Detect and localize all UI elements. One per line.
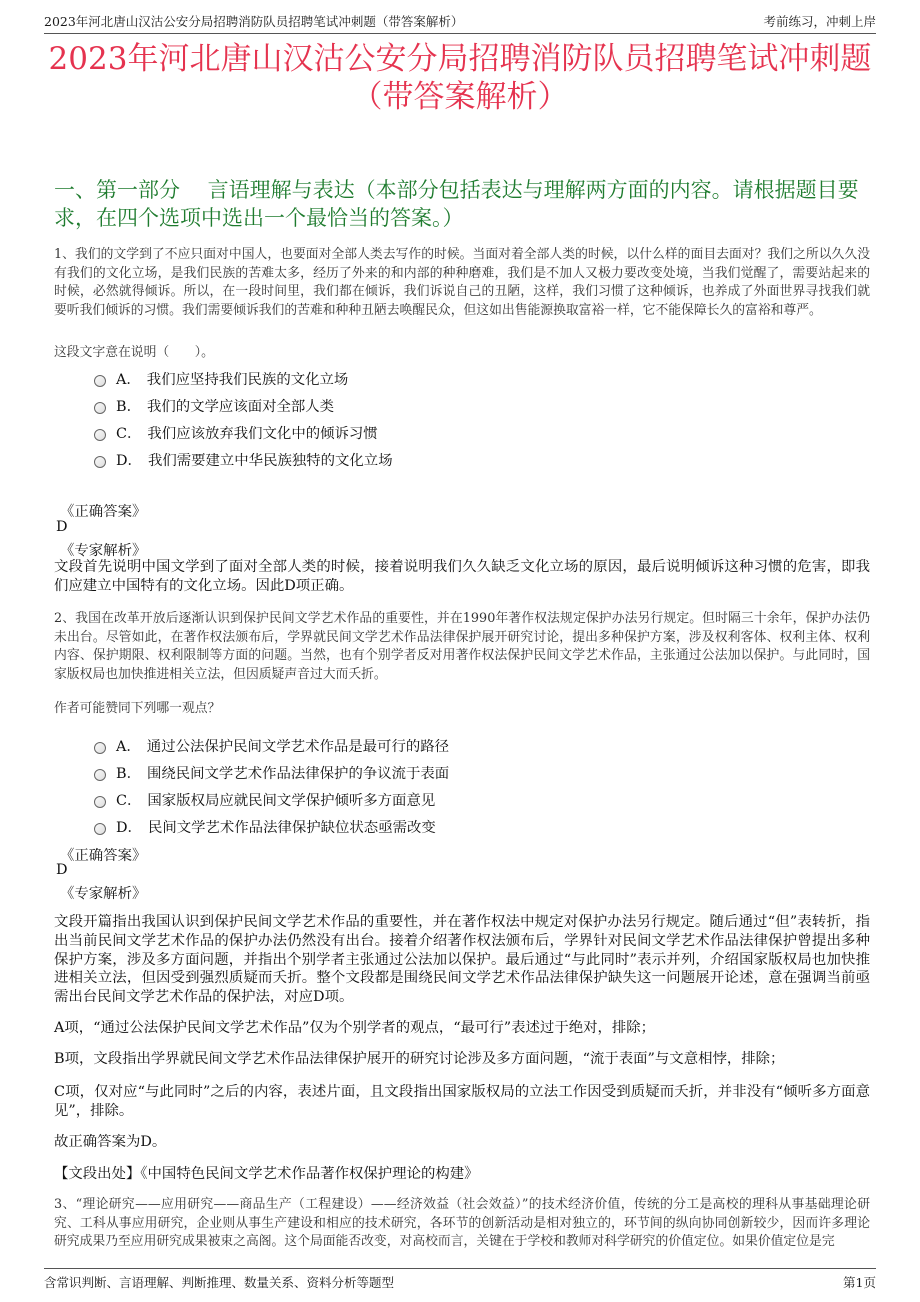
question-3-text: 3、“理论研究——应用研究——商品生产（工程建设）——经济效益（社会效益）”的技术经济价值，传统的分工是高校的理科从事基础理论研究、工科从事应用研究，企业则从事生产建设和相应的技术研究，各环节的创新活动是相对独立的，环节间的纵向协同创新较少，因而许多理论研究成果乃至应用研究成果被束之高阁。这个局面能否改变，对高校而言，关键在于学校和教师对科学研究的价值定位。如果价值定位是完 bbox=[54, 1197, 870, 1250]
radio-icon[interactable] bbox=[94, 429, 106, 441]
q1-analysis-label: 《专家解析》 bbox=[60, 543, 147, 559]
option-letter: A． bbox=[116, 372, 141, 388]
question-1-text: 1、我们的文学到了不应只面对中国人，也要面对全部人类去写作的时候。当面对着全部人类的时候，以什么样的面目去面对？我们之所以久久没有我们的文化立场，是我们民族的苦难太多，经历了外来的和内部的种种磨难，我们是不加人又极力要改变处境，当我们觉醒了，需要站起来的时候，必然就得倾诉。所以，在一段时间里，我们都在倾诉，我们诉说自己的丑陋，这样，我们习惯了这种倾诉，也养成了外面世界寻找我们就要听我们倾诉的习惯。我们需要倾诉我们的苦难和种种丑陋去唤醒民众，但这如出售能源换取富裕一样，它不能保障长久的富裕和尊严。 bbox=[54, 247, 870, 318]
header-slogan: 考前练习，冲刺上岸 bbox=[763, 14, 876, 29]
q2-option-c[interactable] bbox=[94, 789, 435, 810]
q1-answer-label: 《正确答案》 bbox=[60, 504, 147, 520]
q1-option-a[interactable] bbox=[94, 368, 348, 389]
q2-option-a[interactable] bbox=[94, 735, 449, 756]
option-letter: B． bbox=[116, 766, 141, 782]
q2-analysis-option-b: B项，文段指出学界就民间文学艺术作品法律保护展开的研究讨论涉及多方面问题，“流于表面”与文意相悖，排除； bbox=[54, 1051, 785, 1067]
option-letter: D． bbox=[116, 820, 142, 836]
q2-analysis-option-a: A项，“通过公法保护民间文学艺术作品”仅为个别学者的观点，“最可行”表述过于绝对，排除； bbox=[54, 1020, 656, 1036]
section-heading: 一、第一部分 言语理解与表达（本部分包括表达与理解两方面的内容。请根据题目要求，在四个选项中选出一个最恰当的答案。） bbox=[54, 178, 859, 230]
q1-option-b[interactable] bbox=[94, 395, 334, 416]
q1-answer: D bbox=[56, 519, 68, 535]
q2-source: 【文段出处】《中国特色民间文学艺术作品著作权保护理论的构建》 bbox=[54, 1166, 479, 1182]
document-title-line2: （带答案解析） bbox=[351, 79, 569, 115]
q2-analysis-main: 文段开篇指出我国认识到保护民间文学艺术作品的重要性，并在著作权法中规定对保护办法另行规定。随后通过“但”表转折，指出当前民间文学艺术作品的保护办法仍然没有出台。接着介绍著作权法颁布后，学界针对民间文学艺术作品法律保护曾提出多种保护方案，涉及多方面问题，并指出个别学者主张通过公法加以保护。最后通过“与此同时”表示并列，介绍国家版权局也加快推进相关立法，但因受到强烈质疑而夭折。整个文段都是围绕民间文学艺术作品法律保护缺失这一问题展开论述，意在强调当前亟需出台民间文学艺术作品的保护法，对应D项。 bbox=[54, 914, 870, 1006]
q2-analysis-label: 《专家解析》 bbox=[60, 886, 147, 902]
option-letter: B． bbox=[116, 399, 141, 415]
question-2-text: 2、我国在改革开放后逐渐认识到保护民间文学艺术作品的重要性，并在1990年著作权法规定保护办法另行规定。但时隔三十余年，保护办法仍未出台。尽管如此，在著作权法颁布后，学界就民间文学艺术作品法律保护展开研究讨论，提出多种保护方案，涉及权利客体、权利主体、权利内容、保护期限、权利限制等方面的问题。当然，也有个别学者反对用著作权法保护民间文学艺术作品，主张通过公法加以保护。与此同时，国家版权局也加快推进相关立法，但因质疑声音过大而夭折。 bbox=[54, 611, 870, 682]
q2-analysis-option-c: C项，仅对应“与此同时”之后的内容，表述片面，且文段指出国家版权局的立法工作因受到质疑而夭折，并非没有“倾听多方面意见”，排除。 bbox=[54, 1084, 870, 1119]
option-text: 我们的文学应该面对全部人类 bbox=[146, 399, 335, 415]
document-title bbox=[40, 40, 880, 116]
question-1-prompt: 这段文字意在说明（ ）。 bbox=[54, 345, 214, 360]
radio-icon[interactable] bbox=[94, 375, 106, 387]
option-text: 围绕民间文学艺术作品法律保护的争议流于表面 bbox=[146, 766, 450, 782]
option-text: 国家版权局应就民间文学保护倾听多方面意见 bbox=[147, 793, 436, 809]
option-letter: A． bbox=[116, 739, 141, 755]
q2-answer: D bbox=[56, 862, 68, 878]
radio-icon[interactable] bbox=[94, 456, 106, 468]
option-text: 通过公法保护民间文学艺术作品是最可行的路径 bbox=[146, 739, 450, 755]
page-number: 第1页 bbox=[843, 1275, 876, 1290]
radio-icon[interactable] bbox=[94, 769, 106, 781]
q1-option-c[interactable] bbox=[94, 422, 378, 443]
option-text: 民间文学艺术作品法律保护缺位状态亟需改变 bbox=[147, 820, 436, 836]
radio-icon[interactable] bbox=[94, 796, 106, 808]
option-letter: D． bbox=[116, 453, 142, 469]
q2-answer-label: 《正确答案》 bbox=[60, 848, 147, 864]
question-2-prompt: 作者可能赞同下列哪一观点？ bbox=[54, 701, 221, 716]
option-letter: C． bbox=[116, 793, 142, 809]
footer-topics: 含常识判断、言语理解、判断推理、数量关系、资料分析等题型 bbox=[44, 1275, 395, 1290]
option-letter: C． bbox=[116, 426, 142, 442]
option-text: 我们应该放弃我们文化中的倾诉习惯 bbox=[147, 426, 378, 442]
radio-icon[interactable] bbox=[94, 742, 106, 754]
q2-option-b[interactable] bbox=[94, 762, 449, 783]
document-title-line1: 2023年河北唐山汉沽公安分局招聘消防队员招聘笔试冲刺题 bbox=[48, 41, 872, 77]
option-text: 我们应坚持我们民族的文化立场 bbox=[146, 372, 349, 388]
header-doc-title: 2023年河北唐山汉沽公安分局招聘消防队员招聘笔试冲刺题（带答案解析） bbox=[44, 14, 464, 29]
page-header bbox=[44, 8, 876, 34]
q2-option-d[interactable] bbox=[94, 816, 436, 837]
q1-option-d[interactable] bbox=[94, 449, 393, 470]
page-footer bbox=[44, 1268, 876, 1295]
q1-analysis: 文段首先说明中国文学到了面对全部人类的时候，接着说明我们久久缺乏文化立场的原因，最后说明倾诉这种习惯的危害，即我们应建立中国特有的文化立场。因此D项正确。 bbox=[54, 559, 870, 594]
radio-icon[interactable] bbox=[94, 402, 106, 414]
radio-icon[interactable] bbox=[94, 823, 106, 835]
option-text: 我们需要建立中华民族独特的文化立场 bbox=[147, 453, 393, 469]
q2-conclusion: 故正确答案为D。 bbox=[54, 1134, 167, 1150]
